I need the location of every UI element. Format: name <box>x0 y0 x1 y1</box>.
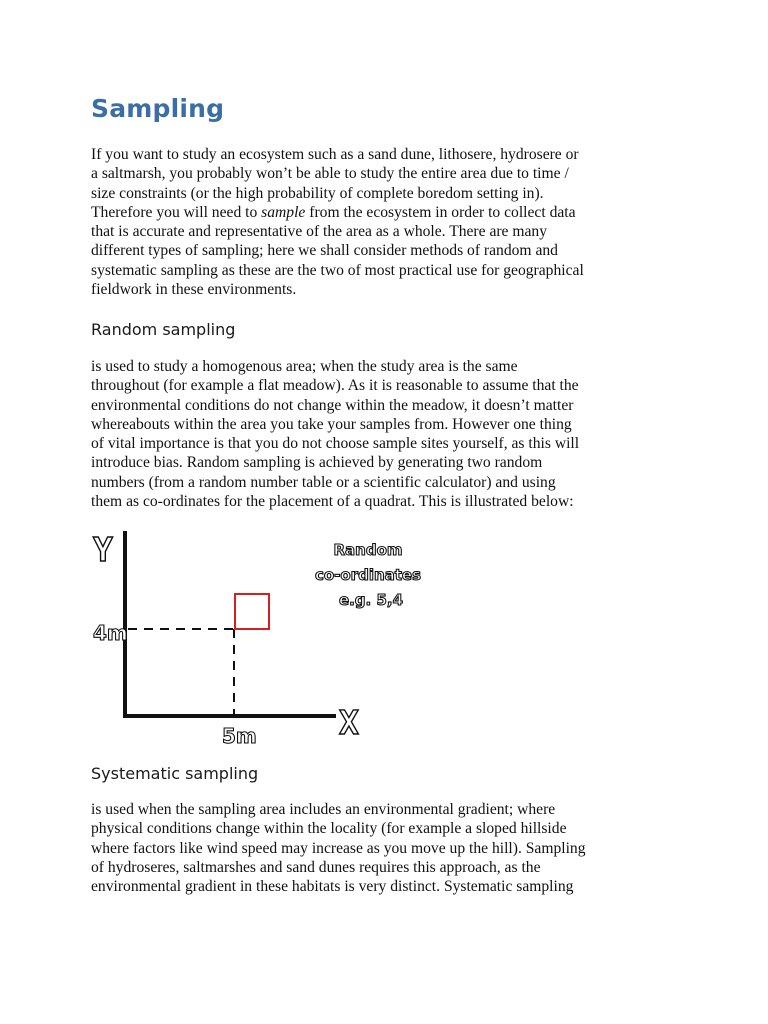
paragraph-line: systematic sampling as these are the two of most practical use for geographical <box>91 261 584 279</box>
paragraph-line: is used when the sampling area includes an environmental gradient; where <box>91 801 556 818</box>
heading-systematic-sampling: Systematic sampling <box>91 764 259 783</box>
paragraph-line: is used to study a homogenous area; when the study area is the same <box>91 358 518 375</box>
paragraph-line: whereabouts within the area you take your samples from. However one thing <box>91 415 572 433</box>
quadrat-square <box>235 594 269 629</box>
text-before: Therefore you will need to <box>91 203 262 221</box>
paragraph-line: that is accurate and representative of the area as a whole. There are many <box>91 223 548 241</box>
systematic-paragraph <box>91 800 691 896</box>
paragraph-line: environmental conditions do not change within the meadow, it doesn’t matter <box>91 396 574 414</box>
paragraph-line: fieldwork in these environments. <box>91 281 297 299</box>
paragraph-line: environmental gradient in these habitats is very distinct. Systematic sampling <box>91 878 574 896</box>
heading-random-sampling: Random sampling <box>91 320 236 339</box>
paragraph-line: a saltmarsh, you probably won’t be able to study the entire area due to time / <box>91 165 569 183</box>
text-after: from the ecosystem in order to collect data <box>305 203 576 221</box>
page-title: Sampling <box>91 94 225 123</box>
paragraph-line: throughout (for example a flat meadow). As it is reasonable to assume that the <box>91 377 579 395</box>
paragraph-line: them as co-ordinates for the placement of a quadrat. This is illustrated below: <box>91 493 574 511</box>
y-axis-label: Y <box>93 530 113 569</box>
x-axis-label: X <box>339 703 359 742</box>
y-tick-label: 4m <box>93 621 128 645</box>
diagram-note-line-3: e.g. 5,4 <box>338 591 404 609</box>
paragraph-line: physical conditions change within the locality (for example a sloped hillside <box>91 820 567 838</box>
paragraph-line: If you want to study an ecosystem such as a sand dune, lithosere, hydrosere or <box>91 146 579 163</box>
paragraph-line: numbers (from a random number table or a scientific calculator) and using <box>91 473 556 491</box>
paragraph-line: different types of sampling; here we shall consider methods of random and <box>91 242 558 260</box>
diagram-note-line-1: Random <box>333 541 403 559</box>
paragraph-line: of vital importance is that you do not choose sample sites yourself, as this will <box>91 435 580 453</box>
paragraph-line: size constraints (or the high probability of complete boredom setting in). <box>91 184 544 202</box>
x-tick-label: 5m <box>222 724 257 748</box>
diagram-note-line-2: co-ordinates <box>314 566 422 584</box>
paragraph-line: where factors like wind speed may increase as you move up the hill). Sampling <box>91 839 586 857</box>
paragraph-line: of hydroseres, saltmarshes and sand dunes requires this approach, as the <box>91 858 541 876</box>
paragraph-line: introduce bias. Random sampling is achieved by generating two random <box>91 454 543 472</box>
emphasis-sample: sample <box>261 203 306 221</box>
